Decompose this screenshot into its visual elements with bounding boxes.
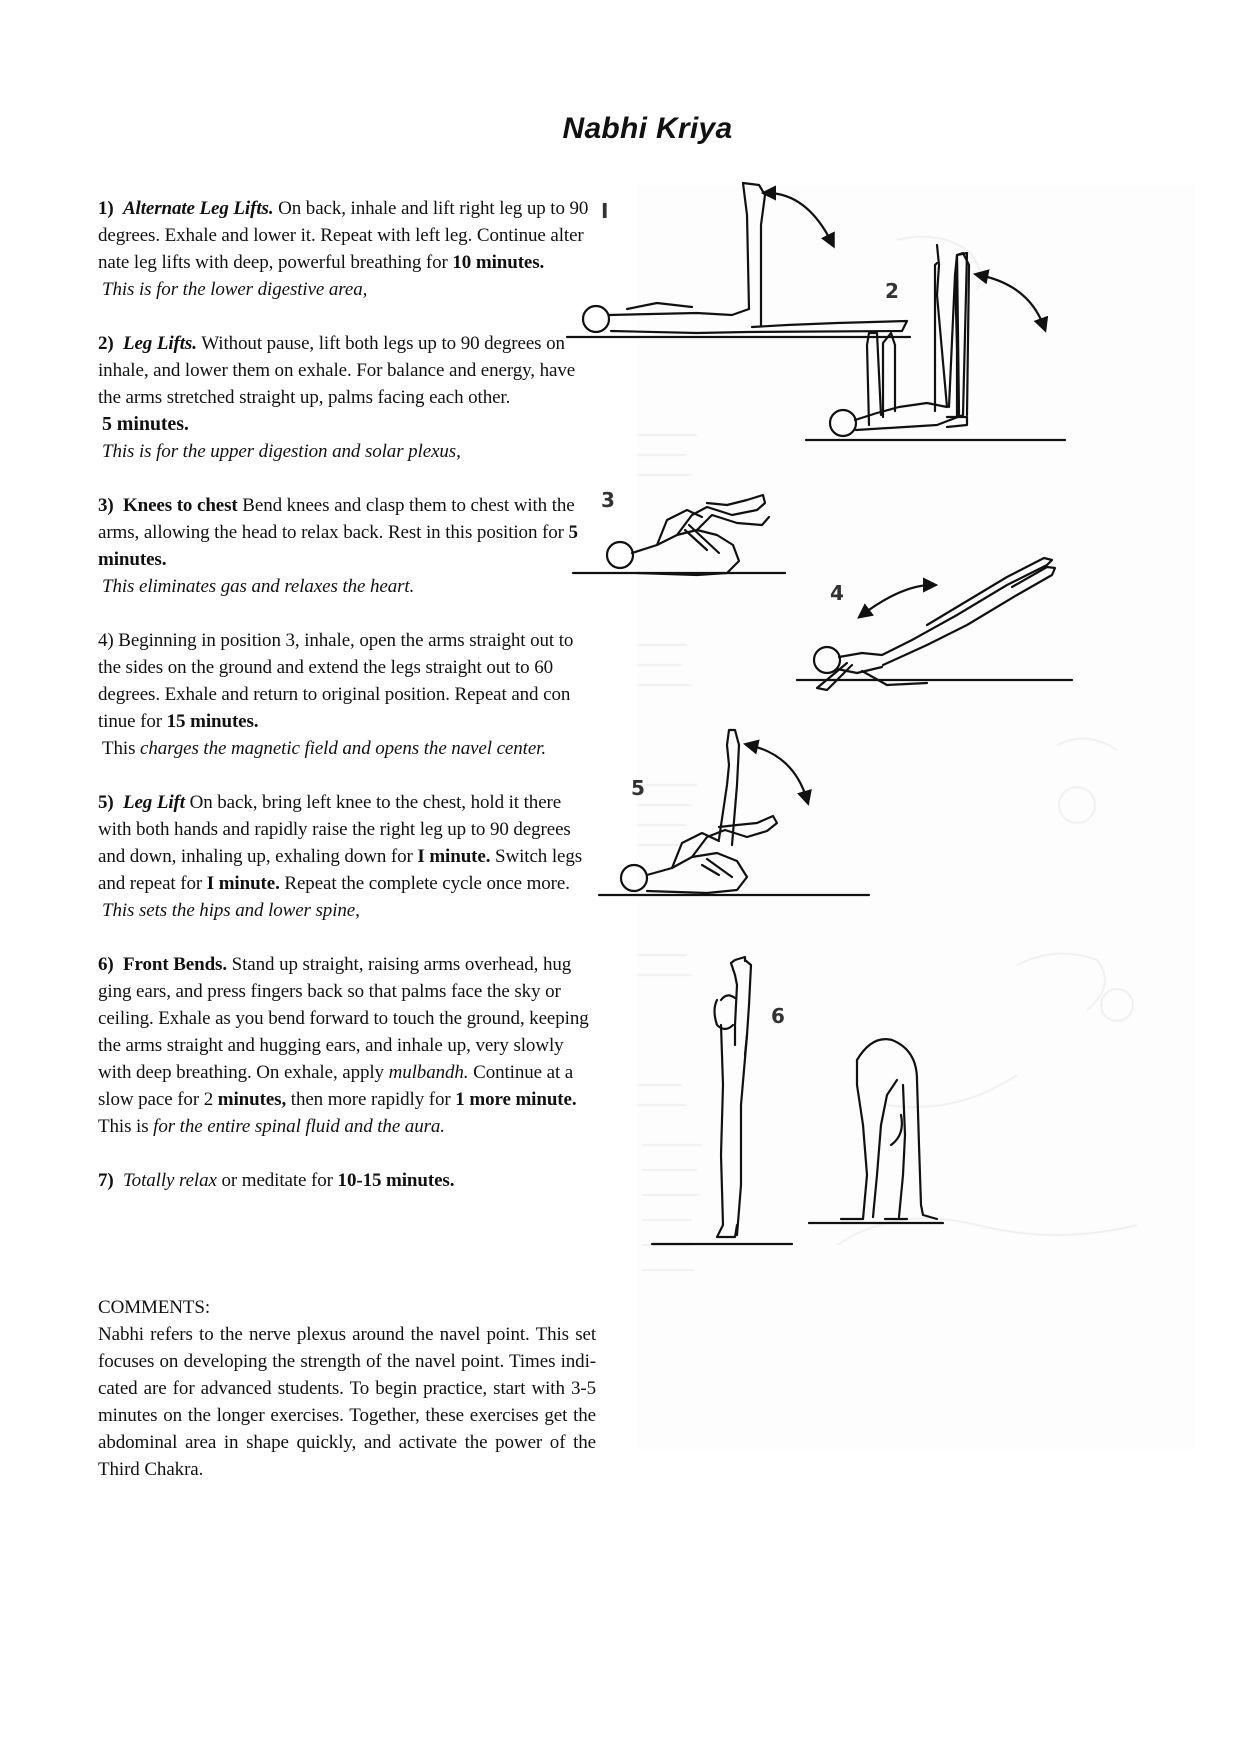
- exercise-6-number: 6): [98, 954, 114, 975]
- exercise-6-text: Continue at a: [468, 1062, 574, 1083]
- exercise-5-text: On back, bring left knee to the chest, hold it there: [184, 792, 562, 813]
- exercise-1-text: nate leg lifts with deep, powerful breathing for: [98, 252, 453, 273]
- exercise-2-text: Without pause, lift both legs up to 90 degrees on: [196, 333, 565, 354]
- exercise-1-name: Alternate Leg Lifts.: [122, 198, 274, 219]
- exercise-5-duration: I minute.: [206, 873, 280, 894]
- exercise-3-number: 3): [98, 495, 114, 516]
- exercise-3-name: Knees to chest: [122, 495, 238, 516]
- exercise-6-text: with deep breathing. On exhale, apply: [98, 1062, 389, 1083]
- exercise-3: [98, 492, 608, 600]
- exercise-5-text: Repeat the complete cycle once more.: [279, 873, 570, 894]
- exercise-3-text: Bend knees and clasp them to chest with the: [237, 495, 575, 516]
- exercise-2-name: Leg Lifts.: [122, 333, 197, 354]
- exercise-4: [98, 627, 608, 762]
- exercise-1-duration: 10 minutes.: [452, 252, 545, 273]
- figure-2-label: 2: [885, 279, 899, 303]
- exercise-6-text: then more rapidly for: [286, 1089, 456, 1110]
- exercise-7-duration: 10-15 minutes.: [337, 1170, 455, 1191]
- exercise-5-text: Switch legs: [490, 846, 583, 867]
- exercise-5-number: 5): [98, 792, 114, 813]
- exercise-6-duration: minutes,: [217, 1089, 287, 1110]
- exercise-1-text: degrees. Exhale and lower it. Repeat with left leg. Continue alter: [98, 225, 584, 246]
- exercise-5-text: with both hands and rapidly raise the right leg up to 90 degrees: [98, 819, 571, 840]
- exercise-3-duration: 5: [568, 522, 578, 543]
- exercise-2-number: 2): [98, 333, 114, 354]
- exercise-5-text: and down, inhaling up, exhaling down for: [98, 846, 418, 867]
- exercise-6-text: mulbandh.: [388, 1062, 469, 1083]
- exercise-4-text: tinue for: [98, 711, 167, 732]
- figure-3-label: 3: [601, 488, 615, 512]
- exercise-4-text: degrees. Exhale and return to original position. Repeat and con: [98, 684, 571, 705]
- exercise-4-text: 4) Beginning in position 3, inhale, open the arms straight out to: [98, 630, 574, 651]
- exercise-6-name: Front Bends.: [122, 954, 227, 975]
- exercise-1: [98, 195, 608, 303]
- exercise-4-note: charges the magnetic field and opens the navel center.: [140, 738, 547, 759]
- exercise-5-text: and repeat for: [98, 873, 207, 894]
- exercise-illustrations: [601, 185, 1195, 1450]
- instructions-column: [98, 195, 608, 1483]
- exercise-2-text: the arms stretched straight up, palms facing each other.: [98, 387, 511, 408]
- exercise-5: [98, 789, 608, 924]
- exercise-6-text: slow pace for 2: [98, 1089, 218, 1110]
- exercise-1-note: This is for the lower digestive area,: [102, 279, 368, 300]
- exercise-2-note: This is for the upper digestion and solar plexus,: [102, 441, 461, 462]
- exercise-4-text: the sides on the ground and extend the legs straight out to 60: [98, 657, 553, 678]
- figure-4-label: 4: [830, 581, 844, 605]
- exercise-6-duration: 1 more minute.: [455, 1089, 577, 1110]
- exercise-7-number: 7): [98, 1170, 114, 1191]
- comments-heading: COMMENTS:: [98, 1297, 211, 1318]
- exercise-2-duration: 5 minutes.: [102, 413, 189, 435]
- exercise-6-text: ging ears, and press fingers back so that palms face the sky or: [98, 981, 561, 1002]
- exercise-1-text: On back, inhale and lift right leg up to 90: [273, 198, 589, 219]
- exercise-4-duration: 15 minutes.: [166, 711, 259, 732]
- exercise-6-note: for the entire spinal fluid and the aura.: [153, 1116, 445, 1137]
- comments-text: Nabhi refers to the nerve plexus around the navel point. This set focuses on developing the strength of the navel point. Times indi- cated are for advanced students. To begin practice, start with 3-5 minutes on the longer exercises. Together, these exercises get the abdominal area in shape quickly, and activate the power of the Third Chakra.: [98, 1324, 596, 1480]
- exercise-7-name: Totally relax: [122, 1170, 217, 1191]
- exercise-6-text: Stand up straight, raising arms overhead, hug: [226, 954, 572, 975]
- exercise-5-note: This sets the hips and lower spine,: [102, 900, 360, 921]
- figure-1-label: I: [601, 199, 609, 223]
- exercise-2-text: inhale, and lower them on exhale. For balance and energy, have: [98, 360, 576, 381]
- exercise-6-note-prefix: This is: [98, 1116, 154, 1137]
- exercise-1-number: 1): [98, 198, 114, 219]
- background-ghost-image: [637, 185, 1195, 1450]
- exercise-6-text: the arms straight and hugging ears, and inhale up, very slowly: [98, 1035, 564, 1056]
- exercise-2: [98, 330, 608, 465]
- exercise-3-text: arms, allowing the head to relax back. Rest in this position for: [98, 522, 569, 543]
- exercise-4-note-prefix: This: [102, 738, 141, 759]
- exercise-7: [98, 1167, 608, 1194]
- page-title: Nabhi Kriya: [562, 112, 733, 145]
- exercise-5-name: Leg Lift: [122, 792, 185, 813]
- exercise-5-duration: I minute.: [417, 846, 491, 867]
- exercise-7-text: or meditate for: [216, 1170, 338, 1191]
- exercise-3-duration: minutes.: [98, 549, 167, 570]
- exercise-3-note: This eliminates gas and relaxes the heart.: [102, 576, 415, 597]
- figure-6-label: 6: [771, 1004, 785, 1028]
- comments-section: [98, 1294, 608, 1483]
- figure-5-label: 5: [631, 776, 645, 800]
- exercise-6: [98, 951, 608, 1140]
- exercise-6-text: ceiling. Exhale as you bend forward to touch the ground, keeping: [98, 1008, 589, 1029]
